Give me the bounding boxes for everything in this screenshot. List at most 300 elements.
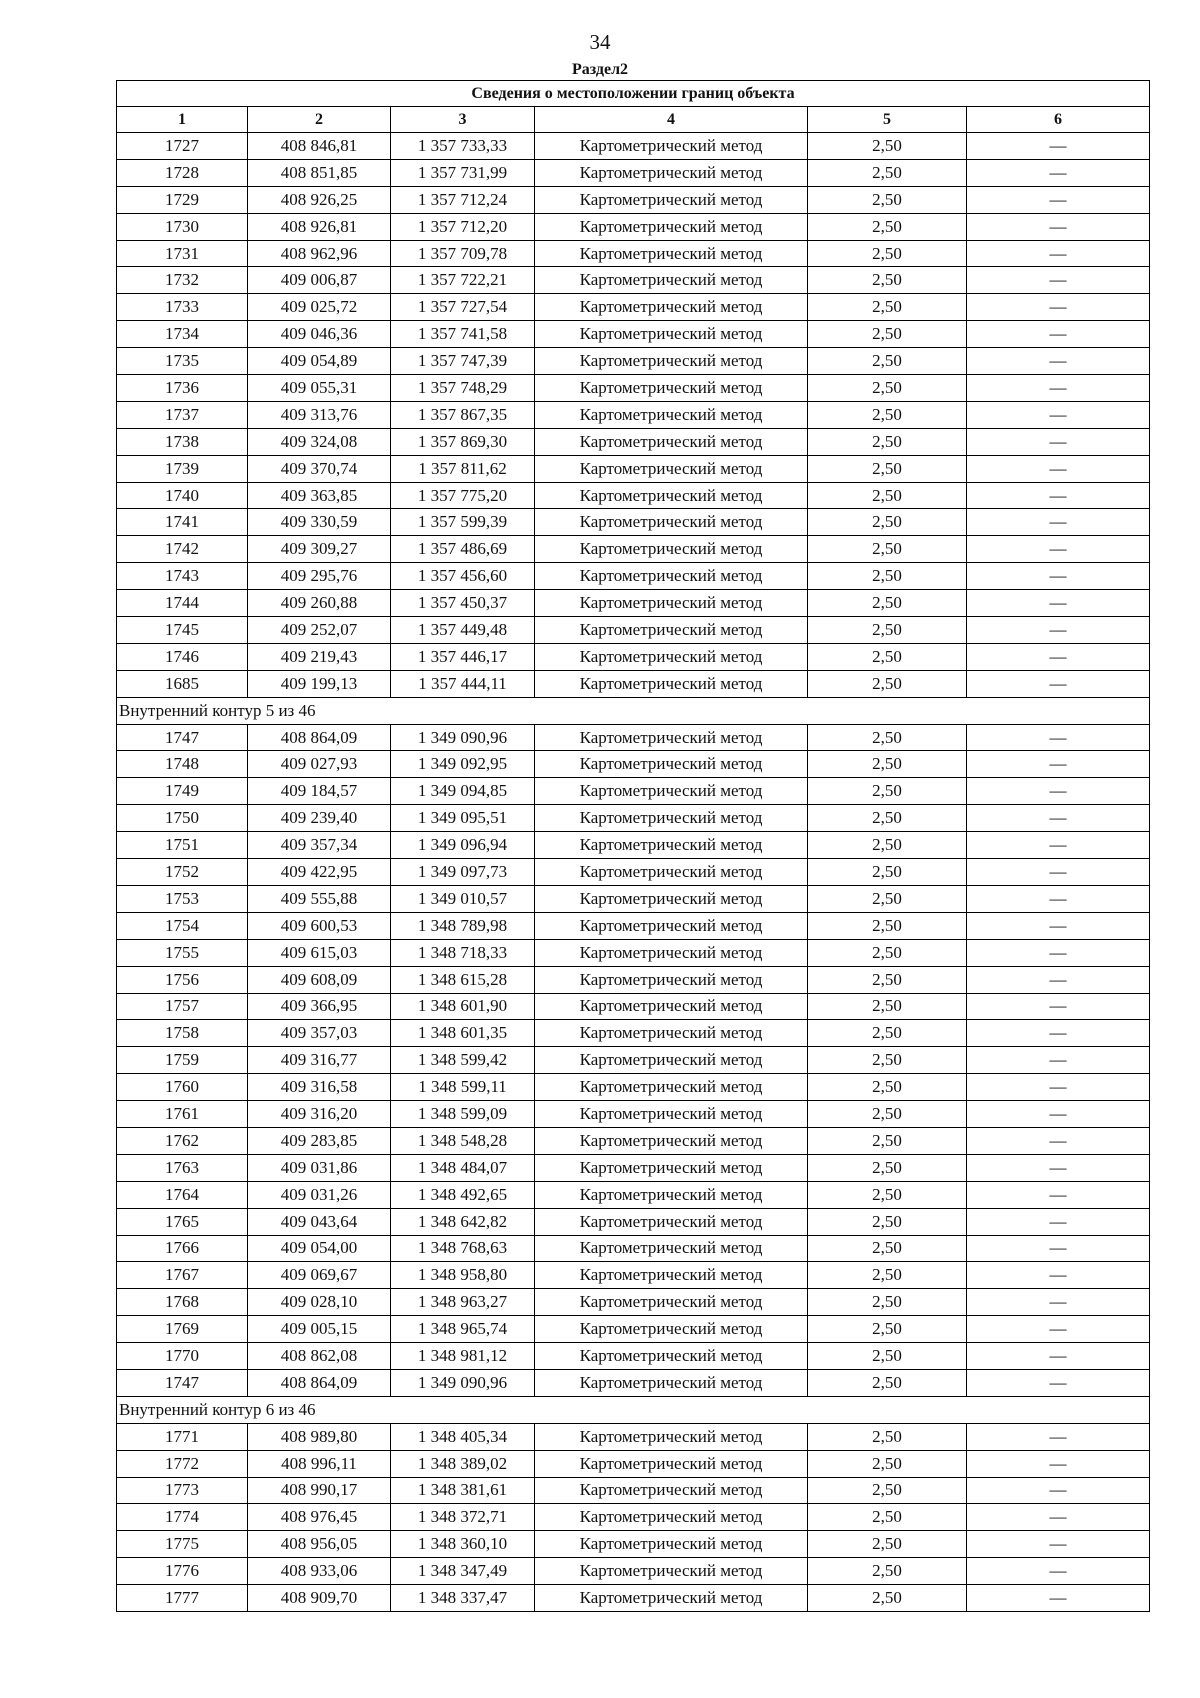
y-coordinate-cell: 1 348 492,65	[391, 1181, 535, 1208]
y-coordinate-cell: 1 348 599,09	[391, 1101, 535, 1128]
table-row	[117, 213, 1150, 240]
method-cell: Картометрический метод	[535, 912, 808, 939]
column-number-3: 3	[391, 107, 535, 133]
x-coordinate-cell: 409 316,77	[248, 1047, 391, 1074]
description-cell: —	[967, 778, 1150, 805]
accuracy-cell: 2,50	[808, 375, 967, 402]
method-cell: Картометрический метод	[535, 1423, 808, 1450]
x-coordinate-cell: 409 283,85	[248, 1127, 391, 1154]
table-row	[117, 751, 1150, 778]
point-number-cell: 1736	[117, 375, 248, 402]
accuracy-cell: 2,50	[808, 885, 967, 912]
description-cell: —	[967, 1504, 1150, 1531]
x-coordinate-cell: 409 422,95	[248, 859, 391, 886]
accuracy-cell: 2,50	[808, 1154, 967, 1181]
method-cell: Картометрический метод	[535, 294, 808, 321]
point-number-cell: 1754	[117, 912, 248, 939]
accuracy-cell: 2,50	[808, 348, 967, 375]
method-cell: Картометрический метод	[535, 751, 808, 778]
y-coordinate-cell: 1 357 869,30	[391, 428, 535, 455]
table-row	[117, 509, 1150, 536]
accuracy-cell: 2,50	[808, 805, 967, 832]
method-cell: Картометрический метод	[535, 1262, 808, 1289]
y-coordinate-cell: 1 348 963,27	[391, 1289, 535, 1316]
y-coordinate-cell: 1 348 768,63	[391, 1235, 535, 1262]
method-cell: Картометрический метод	[535, 1558, 808, 1585]
table-row	[117, 348, 1150, 375]
x-coordinate-cell: 408 989,80	[248, 1423, 391, 1450]
accuracy-cell: 2,50	[808, 1181, 967, 1208]
method-cell: Картометрический метод	[535, 966, 808, 993]
y-coordinate-cell: 1 349 010,57	[391, 885, 535, 912]
y-coordinate-cell: 1 357 446,17	[391, 643, 535, 670]
table-row	[117, 428, 1150, 455]
description-cell: —	[967, 1369, 1150, 1396]
y-coordinate-cell: 1 357 712,24	[391, 186, 535, 213]
contour-header-row	[117, 1396, 1150, 1423]
y-coordinate-cell: 1 357 741,58	[391, 321, 535, 348]
table-row	[117, 1235, 1150, 1262]
point-number-cell: 1776	[117, 1558, 248, 1585]
table-row	[117, 1316, 1150, 1343]
point-number-cell: 1766	[117, 1235, 248, 1262]
y-coordinate-cell: 1 348 601,90	[391, 993, 535, 1020]
x-coordinate-cell: 408 909,70	[248, 1585, 391, 1612]
section-title: Раздел2	[571, 61, 629, 78]
y-coordinate-cell: 1 348 599,11	[391, 1074, 535, 1101]
page-number: 34	[589, 30, 611, 54]
description-cell: —	[967, 213, 1150, 240]
method-cell: Картометрический метод	[535, 939, 808, 966]
point-number-cell: 1769	[117, 1316, 248, 1343]
x-coordinate-cell: 409 027,93	[248, 751, 391, 778]
x-coordinate-cell: 409 316,20	[248, 1101, 391, 1128]
accuracy-cell: 2,50	[808, 455, 967, 482]
x-coordinate-cell: 408 976,45	[248, 1504, 391, 1531]
method-cell: Картометрический метод	[535, 401, 808, 428]
point-number-cell: 1742	[117, 536, 248, 563]
accuracy-cell: 2,50	[808, 778, 967, 805]
point-number-cell: 1685	[117, 670, 248, 697]
table-row	[117, 832, 1150, 859]
accuracy-cell: 2,50	[808, 1585, 967, 1612]
x-coordinate-cell: 409 006,87	[248, 267, 391, 294]
point-number-cell: 1745	[117, 617, 248, 644]
point-number-cell: 1730	[117, 213, 248, 240]
table-row	[117, 643, 1150, 670]
method-cell: Картометрический метод	[535, 1369, 808, 1396]
table-row	[117, 778, 1150, 805]
accuracy-cell: 2,50	[808, 590, 967, 617]
method-cell: Картометрический метод	[535, 1127, 808, 1154]
accuracy-cell: 2,50	[808, 294, 967, 321]
x-coordinate-cell: 409 054,00	[248, 1235, 391, 1262]
point-number-cell: 1727	[117, 133, 248, 160]
method-cell: Картометрический метод	[535, 1450, 808, 1477]
y-coordinate-cell: 1 357 456,60	[391, 563, 535, 590]
x-coordinate-cell: 409 239,40	[248, 805, 391, 832]
point-number-cell: 1748	[117, 751, 248, 778]
accuracy-cell: 2,50	[808, 993, 967, 1020]
table-row	[117, 859, 1150, 886]
table-row	[117, 1558, 1150, 1585]
accuracy-cell: 2,50	[808, 509, 967, 536]
description-cell: —	[967, 428, 1150, 455]
method-cell: Картометрический метод	[535, 509, 808, 536]
description-cell: —	[967, 240, 1150, 267]
description-cell: —	[967, 885, 1150, 912]
table-row	[117, 186, 1150, 213]
table-row	[117, 563, 1150, 590]
description-cell: —	[967, 1262, 1150, 1289]
method-cell: Картометрический метод	[535, 1585, 808, 1612]
table-row	[117, 1262, 1150, 1289]
x-coordinate-cell: 408 851,85	[248, 159, 391, 186]
method-cell: Картометрический метод	[535, 643, 808, 670]
description-cell: —	[967, 832, 1150, 859]
point-number-cell: 1747	[117, 1369, 248, 1396]
description-cell: —	[967, 1047, 1150, 1074]
point-number-cell: 1739	[117, 455, 248, 482]
accuracy-cell: 2,50	[808, 1504, 967, 1531]
y-coordinate-cell: 1 357 599,39	[391, 509, 535, 536]
boundary-coordinates-table	[116, 80, 1150, 1612]
x-coordinate-cell: 409 055,31	[248, 375, 391, 402]
method-cell: Картометрический метод	[535, 536, 808, 563]
description-cell: —	[967, 1531, 1150, 1558]
table-body	[117, 133, 1150, 1612]
description-cell: —	[967, 159, 1150, 186]
point-number-cell: 1743	[117, 563, 248, 590]
table-row	[117, 966, 1150, 993]
y-coordinate-cell: 1 357 709,78	[391, 240, 535, 267]
method-cell: Картометрический метод	[535, 1020, 808, 1047]
accuracy-cell: 2,50	[808, 1020, 967, 1047]
table-row	[117, 1531, 1150, 1558]
point-number-cell: 1755	[117, 939, 248, 966]
table-row	[117, 482, 1150, 509]
description-cell: —	[967, 563, 1150, 590]
description-cell: —	[967, 1235, 1150, 1262]
x-coordinate-cell: 409 366,95	[248, 993, 391, 1020]
table-row	[117, 939, 1150, 966]
description-cell: —	[967, 321, 1150, 348]
description-cell: —	[967, 267, 1150, 294]
accuracy-cell: 2,50	[808, 832, 967, 859]
method-cell: Картометрический метод	[535, 1504, 808, 1531]
description-cell: —	[967, 1181, 1150, 1208]
method-cell: Картометрический метод	[535, 267, 808, 294]
x-coordinate-cell: 408 862,08	[248, 1343, 391, 1370]
method-cell: Картометрический метод	[535, 1477, 808, 1504]
point-number-cell: 1768	[117, 1289, 248, 1316]
description-cell: —	[967, 1289, 1150, 1316]
description-cell: —	[967, 482, 1150, 509]
x-coordinate-cell: 409 252,07	[248, 617, 391, 644]
x-coordinate-cell: 409 357,34	[248, 832, 391, 859]
description-cell: —	[967, 1343, 1150, 1370]
point-number-cell: 1752	[117, 859, 248, 886]
x-coordinate-cell: 409 357,03	[248, 1020, 391, 1047]
point-number-cell: 1763	[117, 1154, 248, 1181]
y-coordinate-cell: 1 348 337,47	[391, 1585, 535, 1612]
x-coordinate-cell: 409 069,67	[248, 1262, 391, 1289]
method-cell: Картометрический метод	[535, 885, 808, 912]
point-number-cell: 1777	[117, 1585, 248, 1612]
table-row	[117, 455, 1150, 482]
description-cell: —	[967, 294, 1150, 321]
accuracy-cell: 2,50	[808, 1074, 967, 1101]
accuracy-cell: 2,50	[808, 133, 967, 160]
table-row	[117, 159, 1150, 186]
x-coordinate-cell: 409 054,89	[248, 348, 391, 375]
method-cell: Картометрический метод	[535, 993, 808, 1020]
y-coordinate-cell: 1 348 642,82	[391, 1208, 535, 1235]
y-coordinate-cell: 1 348 718,33	[391, 939, 535, 966]
accuracy-cell: 2,50	[808, 1343, 967, 1370]
point-number-cell: 1764	[117, 1181, 248, 1208]
point-number-cell: 1760	[117, 1074, 248, 1101]
table-row	[117, 1208, 1150, 1235]
y-coordinate-cell: 1 357 444,11	[391, 670, 535, 697]
method-cell: Картометрический метод	[535, 133, 808, 160]
point-number-cell: 1734	[117, 321, 248, 348]
method-cell: Картометрический метод	[535, 832, 808, 859]
point-number-cell: 1756	[117, 966, 248, 993]
accuracy-cell: 2,50	[808, 939, 967, 966]
y-coordinate-cell: 1 357 712,20	[391, 213, 535, 240]
column-number-5: 5	[808, 107, 967, 133]
y-coordinate-cell: 1 348 615,28	[391, 966, 535, 993]
method-cell: Картометрический метод	[535, 321, 808, 348]
column-number-2: 2	[248, 107, 391, 133]
accuracy-cell: 2,50	[808, 1289, 967, 1316]
y-coordinate-cell: 1 349 095,51	[391, 805, 535, 832]
description-cell: —	[967, 509, 1150, 536]
y-coordinate-cell: 1 348 381,61	[391, 1477, 535, 1504]
point-number-cell: 1750	[117, 805, 248, 832]
table-row	[117, 536, 1150, 563]
y-coordinate-cell: 1 357 722,21	[391, 267, 535, 294]
point-number-cell: 1751	[117, 832, 248, 859]
point-number-cell: 1731	[117, 240, 248, 267]
table-row	[117, 1450, 1150, 1477]
method-cell: Картометрический метод	[535, 1181, 808, 1208]
y-coordinate-cell: 1 349 096,94	[391, 832, 535, 859]
method-cell: Картометрический метод	[535, 1343, 808, 1370]
x-coordinate-cell: 408 962,96	[248, 240, 391, 267]
accuracy-cell: 2,50	[808, 1101, 967, 1128]
y-coordinate-cell: 1 357 811,62	[391, 455, 535, 482]
description-cell: —	[967, 859, 1150, 886]
point-number-cell: 1749	[117, 778, 248, 805]
method-cell: Картометрический метод	[535, 375, 808, 402]
y-coordinate-cell: 1 357 733,33	[391, 133, 535, 160]
description-cell: —	[967, 401, 1150, 428]
description-cell: —	[967, 643, 1150, 670]
method-cell: Картометрический метод	[535, 724, 808, 751]
description-cell: —	[967, 751, 1150, 778]
method-cell: Картометрический метод	[535, 1235, 808, 1262]
accuracy-cell: 2,50	[808, 966, 967, 993]
y-coordinate-cell: 1 357 747,39	[391, 348, 535, 375]
table-row	[117, 1477, 1150, 1504]
point-number-cell: 1759	[117, 1047, 248, 1074]
accuracy-cell: 2,50	[808, 617, 967, 644]
table-row	[117, 724, 1150, 751]
accuracy-cell: 2,50	[808, 321, 967, 348]
x-coordinate-cell: 409 313,76	[248, 401, 391, 428]
table-row	[117, 267, 1150, 294]
accuracy-cell: 2,50	[808, 724, 967, 751]
method-cell: Картометрический метод	[535, 348, 808, 375]
description-cell: —	[967, 348, 1150, 375]
description-cell: —	[967, 1477, 1150, 1504]
description-cell: —	[967, 617, 1150, 644]
table-row	[117, 240, 1150, 267]
method-cell: Картометрический метод	[535, 778, 808, 805]
point-number-cell: 1765	[117, 1208, 248, 1235]
description-cell: —	[967, 1127, 1150, 1154]
x-coordinate-cell: 408 990,17	[248, 1477, 391, 1504]
y-coordinate-cell: 1 348 484,07	[391, 1154, 535, 1181]
point-number-cell: 1773	[117, 1477, 248, 1504]
y-coordinate-cell: 1 349 092,95	[391, 751, 535, 778]
point-number-cell: 1762	[117, 1127, 248, 1154]
table-row	[117, 590, 1150, 617]
accuracy-cell: 2,50	[808, 670, 967, 697]
method-cell: Картометрический метод	[535, 1208, 808, 1235]
method-cell: Картометрический метод	[535, 159, 808, 186]
x-coordinate-cell: 409 555,88	[248, 885, 391, 912]
x-coordinate-cell: 409 330,59	[248, 509, 391, 536]
table-row	[117, 1585, 1150, 1612]
x-coordinate-cell: 408 864,09	[248, 724, 391, 751]
accuracy-cell: 2,50	[808, 563, 967, 590]
method-cell: Картометрический метод	[535, 1074, 808, 1101]
description-cell: —	[967, 1558, 1150, 1585]
y-coordinate-cell: 1 357 486,69	[391, 536, 535, 563]
accuracy-cell: 2,50	[808, 1235, 967, 1262]
y-coordinate-cell: 1 357 731,99	[391, 159, 535, 186]
point-number-cell: 1733	[117, 294, 248, 321]
point-number-cell: 1741	[117, 509, 248, 536]
y-coordinate-cell: 1 349 097,73	[391, 859, 535, 886]
accuracy-cell: 2,50	[808, 213, 967, 240]
y-coordinate-cell: 1 357 450,37	[391, 590, 535, 617]
description-cell: —	[967, 805, 1150, 832]
point-number-cell: 1744	[117, 590, 248, 617]
x-coordinate-cell: 409 199,13	[248, 670, 391, 697]
description-cell: —	[967, 724, 1150, 751]
point-number-cell: 1775	[117, 1531, 248, 1558]
accuracy-cell: 2,50	[808, 401, 967, 428]
x-coordinate-cell: 409 219,43	[248, 643, 391, 670]
contour-label: Внутренний контур 6 из 46	[117, 1396, 1150, 1423]
y-coordinate-cell: 1 349 094,85	[391, 778, 535, 805]
description-cell: —	[967, 1316, 1150, 1343]
accuracy-cell: 2,50	[808, 1047, 967, 1074]
x-coordinate-cell: 408 846,81	[248, 133, 391, 160]
table-row	[117, 375, 1150, 402]
x-coordinate-cell: 409 324,08	[248, 428, 391, 455]
column-number-row	[117, 107, 1150, 133]
method-cell: Картометрический метод	[535, 455, 808, 482]
table-row	[117, 1101, 1150, 1128]
method-cell: Картометрический метод	[535, 859, 808, 886]
y-coordinate-cell: 1 348 965,74	[391, 1316, 535, 1343]
description-cell: —	[967, 133, 1150, 160]
method-cell: Картометрический метод	[535, 617, 808, 644]
description-cell: —	[967, 939, 1150, 966]
description-cell: —	[967, 912, 1150, 939]
point-number-cell: 1746	[117, 643, 248, 670]
description-cell: —	[967, 1423, 1150, 1450]
x-coordinate-cell: 409 316,58	[248, 1074, 391, 1101]
accuracy-cell: 2,50	[808, 240, 967, 267]
method-cell: Картометрический метод	[535, 563, 808, 590]
y-coordinate-cell: 1 348 601,35	[391, 1020, 535, 1047]
y-coordinate-cell: 1 357 748,29	[391, 375, 535, 402]
table-row	[117, 401, 1150, 428]
description-cell: —	[967, 375, 1150, 402]
x-coordinate-cell: 409 363,85	[248, 482, 391, 509]
point-number-cell: 1757	[117, 993, 248, 1020]
description-cell: —	[967, 1208, 1150, 1235]
table-row	[117, 321, 1150, 348]
y-coordinate-cell: 1 357 867,35	[391, 401, 535, 428]
table-row	[117, 1289, 1150, 1316]
description-cell: —	[967, 455, 1150, 482]
point-number-cell: 1747	[117, 724, 248, 751]
x-coordinate-cell: 409 260,88	[248, 590, 391, 617]
description-cell: —	[967, 1450, 1150, 1477]
description-cell: —	[967, 1154, 1150, 1181]
method-cell: Картометрический метод	[535, 670, 808, 697]
method-cell: Картометрический метод	[535, 186, 808, 213]
description-cell: —	[967, 186, 1150, 213]
accuracy-cell: 2,50	[808, 1450, 967, 1477]
x-coordinate-cell: 409 295,76	[248, 563, 391, 590]
x-coordinate-cell: 409 005,15	[248, 1316, 391, 1343]
description-cell: —	[967, 590, 1150, 617]
accuracy-cell: 2,50	[808, 751, 967, 778]
x-coordinate-cell: 409 031,26	[248, 1181, 391, 1208]
table-caption: Сведения о местоположении границ объекта	[117, 81, 1150, 107]
x-coordinate-cell: 409 031,86	[248, 1154, 391, 1181]
table-row	[117, 885, 1150, 912]
table-row	[117, 805, 1150, 832]
x-coordinate-cell: 409 028,10	[248, 1289, 391, 1316]
y-coordinate-cell: 1 348 389,02	[391, 1450, 535, 1477]
table-row	[117, 1423, 1150, 1450]
accuracy-cell: 2,50	[808, 1127, 967, 1154]
x-coordinate-cell: 409 184,57	[248, 778, 391, 805]
point-number-cell: 1771	[117, 1423, 248, 1450]
y-coordinate-cell: 1 348 599,42	[391, 1047, 535, 1074]
accuracy-cell: 2,50	[808, 1477, 967, 1504]
table-row	[117, 1369, 1150, 1396]
description-cell: —	[967, 536, 1150, 563]
table-row	[117, 1343, 1150, 1370]
table-row	[117, 1020, 1150, 1047]
table-row	[117, 993, 1150, 1020]
description-cell: —	[967, 1020, 1150, 1047]
accuracy-cell: 2,50	[808, 186, 967, 213]
method-cell: Картометрический метод	[535, 482, 808, 509]
x-coordinate-cell: 409 309,27	[248, 536, 391, 563]
method-cell: Картометрический метод	[535, 428, 808, 455]
